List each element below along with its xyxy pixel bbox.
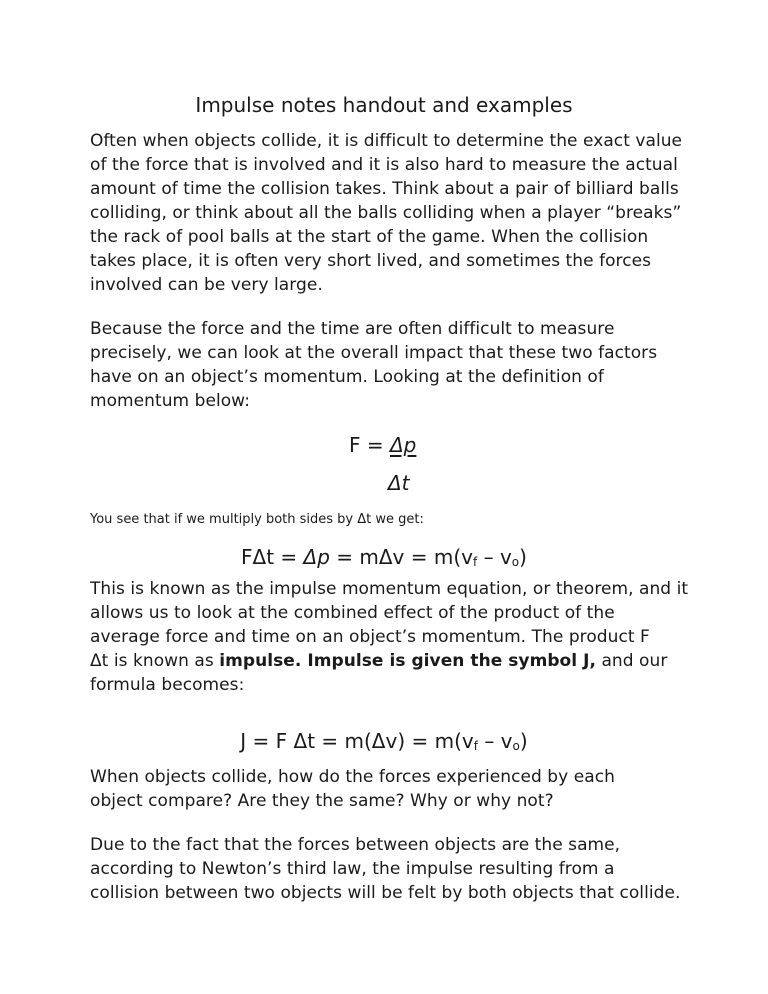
equation-force-numerator — [349, 432, 416, 458]
text-line: This is known as the impulse momentum equation, or theorem, and it — [90, 579, 689, 599]
eq3-sub-f: f — [473, 739, 478, 753]
equation-lhs: F = — [349, 433, 390, 457]
text-line: involved can be very large. — [90, 275, 323, 295]
text-line — [90, 649, 690, 673]
text-line: object compare? Are they the same? Why or why not? — [90, 791, 554, 811]
text-span: Δt is known as — [90, 651, 220, 671]
eq3-minus: – v — [477, 729, 513, 753]
text-line: When objects collide, how do the forces experienced by each — [90, 767, 615, 787]
text-line: amount of time the collision takes. Think about a pair of billiard balls — [90, 179, 679, 199]
eq2-close: ) — [519, 545, 527, 569]
equation-numerator: Δp — [389, 433, 417, 457]
text-line: colliding, or think about all the balls colliding when a player “breaks” — [90, 203, 682, 223]
eq2-minus: – v — [477, 545, 512, 569]
text-line: takes place, it is often very short lived, and sometimes the forces — [90, 251, 652, 271]
paragraph-intro — [90, 129, 690, 297]
text-line: according to Newton’s third law, the impulse resulting from a — [90, 859, 615, 879]
paragraph-question — [90, 765, 690, 813]
paragraph-momentum — [90, 317, 690, 413]
text-line: the rack of pool balls at the start of the game. When the collision — [90, 227, 649, 247]
eq2-part1: FΔt = — [241, 545, 304, 569]
eq3-sub-o: o — [512, 739, 520, 753]
text-line: Because the force and the time are often difficult to measure — [90, 319, 615, 339]
note-text: You see that if we multiply both sides by Δt we get: — [90, 512, 424, 527]
eq3-part1: J = F Δt = m(Δv) = m(v — [240, 729, 474, 753]
eq2-sub-o: o — [511, 555, 520, 569]
text-line: average force and time on an object’s momentum. The product F — [90, 627, 650, 647]
eq2-part2: = mΔv = m(v — [329, 545, 473, 569]
equation-force-denominator: Δt — [388, 471, 410, 495]
text-line: have on an object’s momentum. Looking at the definition of — [90, 367, 604, 387]
equation-impulse — [0, 728, 768, 759]
text-line: formula becomes: — [90, 675, 245, 695]
text-line: allows us to look at the combined effect of the product of the — [90, 603, 615, 623]
text-line: Often when objects collide, it is difficult to determine the exact value — [90, 131, 683, 151]
text-line: precisely, we can look at the overall impact that these two factors — [90, 343, 658, 363]
page-title: Impulse notes handout and examples — [195, 93, 573, 117]
paragraph-theorem — [90, 577, 690, 697]
paragraph-answer — [90, 833, 690, 905]
text-line: momentum below: — [90, 391, 250, 411]
text-span: and our — [596, 651, 668, 671]
bold-term-symbol: Impulse is given the symbol J, — [301, 651, 597, 671]
equation-impulse-momentum — [0, 544, 768, 575]
eq2-dp: Δp — [303, 545, 330, 569]
eq2-sub-f: f — [473, 555, 478, 569]
text-line: of the force that is involved and it is also hard to measure the actual — [90, 155, 678, 175]
text-line: collision between two objects will be felt by both objects that collide. — [90, 883, 681, 903]
text-line: Due to the fact that the forces between objects are the same, — [90, 835, 621, 855]
bold-term-impulse: impulse. — [219, 651, 302, 671]
eq3-close: ) — [519, 729, 528, 753]
